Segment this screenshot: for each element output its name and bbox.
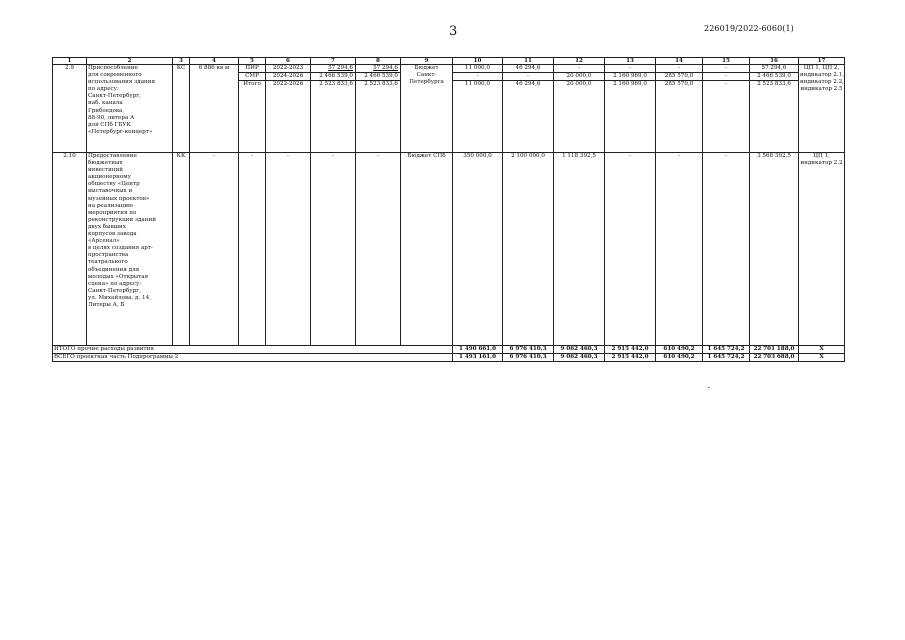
indicators: ЦП 1, ЦП 2, индикатор 2.1, индикатор 2.2, индикатор 2.5 (799, 65, 845, 153)
indicators: ЦП 1, индикатор 2.2 (799, 153, 845, 346)
object-area: - (190, 153, 239, 346)
value-cell-11: 2 100 000,0 (503, 153, 554, 346)
work-type: - (239, 153, 266, 346)
object-code: КС (173, 65, 190, 153)
column-header: 1 (53, 58, 87, 65)
work-type-cell (239, 65, 266, 153)
column-header-row (53, 58, 845, 65)
row-number: 2.10 (53, 153, 87, 346)
column-header: 7 (311, 58, 356, 65)
years: 2024-2026 (266, 73, 310, 81)
project-name: Приспособление для современного использования здания по адресу: Санкт-Петербург, наб. канала Грибоедова, 88-90, литера А для СПб ГБУК «Петербург-концерт» (87, 65, 173, 153)
value-cell-12: 1 118 392,5 (554, 153, 605, 346)
column-header: 16 (750, 58, 799, 65)
years: 2022-2026 (272, 81, 304, 88)
total-value: 6 976 410,3 (503, 346, 554, 354)
total-value: 22 701 188,0 (750, 346, 799, 354)
value-cell-7: - (311, 153, 356, 346)
column-header: 8 (356, 58, 401, 65)
column-header: 3 (173, 58, 190, 65)
value-cell-14: - 285 570,0 285 570,0 (656, 65, 703, 153)
object-code: КК (173, 153, 190, 346)
total-row (53, 346, 845, 354)
total-mark: X (799, 346, 845, 354)
years: - (266, 153, 311, 346)
total-value: 1 490 661,0 (453, 346, 503, 354)
value-cell-10: 11 000,0 - 11 000,0 (453, 65, 503, 153)
table-row (53, 65, 845, 153)
column-header: 2 (87, 58, 173, 65)
column-header: 15 (703, 58, 750, 65)
value-cell-13: - 2 160 969,0 2 160 969,0 (605, 65, 656, 153)
column-header: 10 (453, 58, 503, 65)
grand-total-label: ВСЕГО проектная часть Подпрограммы 2 (53, 354, 453, 362)
value-cell-8: 57 294,6 2 466 539,0 2 523 833,6 (356, 65, 401, 153)
grand-total-value: 1 645 724,2 (703, 354, 750, 362)
years: 2022-2023 (266, 65, 310, 73)
total-value: 9 062 460,3 (554, 346, 605, 354)
column-header: 14 (656, 58, 703, 65)
grand-total-value: 22 703 688,0 (750, 354, 799, 362)
column-header: 13 (605, 58, 656, 65)
scan-speck (708, 387, 710, 388)
column-header: 9 (401, 58, 453, 65)
value-cell-14: - (656, 153, 703, 346)
total-label: ИТОГО прочие расходы развития (53, 346, 453, 354)
total-value: 2 915 442,0 (605, 346, 656, 354)
value-cell-10: 350 000,0 (453, 153, 503, 346)
value-cell-15: - - - (703, 65, 750, 153)
value-cell-12: - 20 000,0 20 000,0 (554, 65, 605, 153)
value-cell-15: - (703, 153, 750, 346)
grand-total-value: 1 493 161,0 (453, 354, 503, 362)
work-type: Итого (243, 81, 261, 88)
object-area: 6 886 кв м (190, 65, 239, 153)
value-cell-13: - (605, 153, 656, 346)
value-cell-16: 57 294,6 2 466 539,0 2 523 833,6 (750, 65, 799, 153)
value-cell-7: 57 294,6 2 466 539,0 2 523 833,6 (311, 65, 356, 153)
value-cell-11: 46 294,6 - 46 294,6 (503, 65, 554, 153)
column-header: 17 (799, 58, 845, 65)
investment-table (52, 57, 845, 362)
funding-source: Бюджет Санкт- Петербурга (401, 65, 453, 153)
value-cell-16: 3 568 392,5 (750, 153, 799, 346)
grand-total-value: 6 976 410,3 (503, 354, 554, 362)
years-cell (266, 65, 311, 153)
grand-total-value: 610 490,2 (656, 354, 703, 362)
funding-source: Бюджет СПб (401, 153, 453, 346)
total-value: 1 645 724,2 (703, 346, 750, 354)
grand-total-value: 9 062 460,3 (554, 354, 605, 362)
grand-total-row (53, 354, 845, 362)
table-row (53, 153, 845, 346)
column-header: 5 (239, 58, 266, 65)
page-number: 3 (449, 24, 458, 39)
column-header: 12 (554, 58, 605, 65)
work-type: ПИР (239, 65, 265, 73)
work-type: СМР (239, 73, 265, 81)
total-value: 610 490,2 (656, 346, 703, 354)
column-header: 11 (503, 58, 554, 65)
row-number: 2.9 (53, 65, 87, 153)
column-header: 6 (266, 58, 311, 65)
project-name: Предоставление бюджетных инвестиций акционерному обществу «Центр выставочных и музейных проектов» на реализацию мероприятия по реконструкции зданий двух бывших корпусов завода «Арсенал» в целях создания арт- пространства театрального объединения для молодых «Открытая сцена» по адресу: Санкт-Петербург, ул. Михайлова, д. 14, Литеры А, Б (87, 153, 173, 346)
column-header: 4 (190, 58, 239, 65)
document-id: 226019/2022-6060(1) (704, 24, 794, 33)
grand-total-value: 2 915 442,0 (605, 354, 656, 362)
grand-total-mark: X (799, 354, 845, 362)
value-cell-8: - (356, 153, 401, 346)
